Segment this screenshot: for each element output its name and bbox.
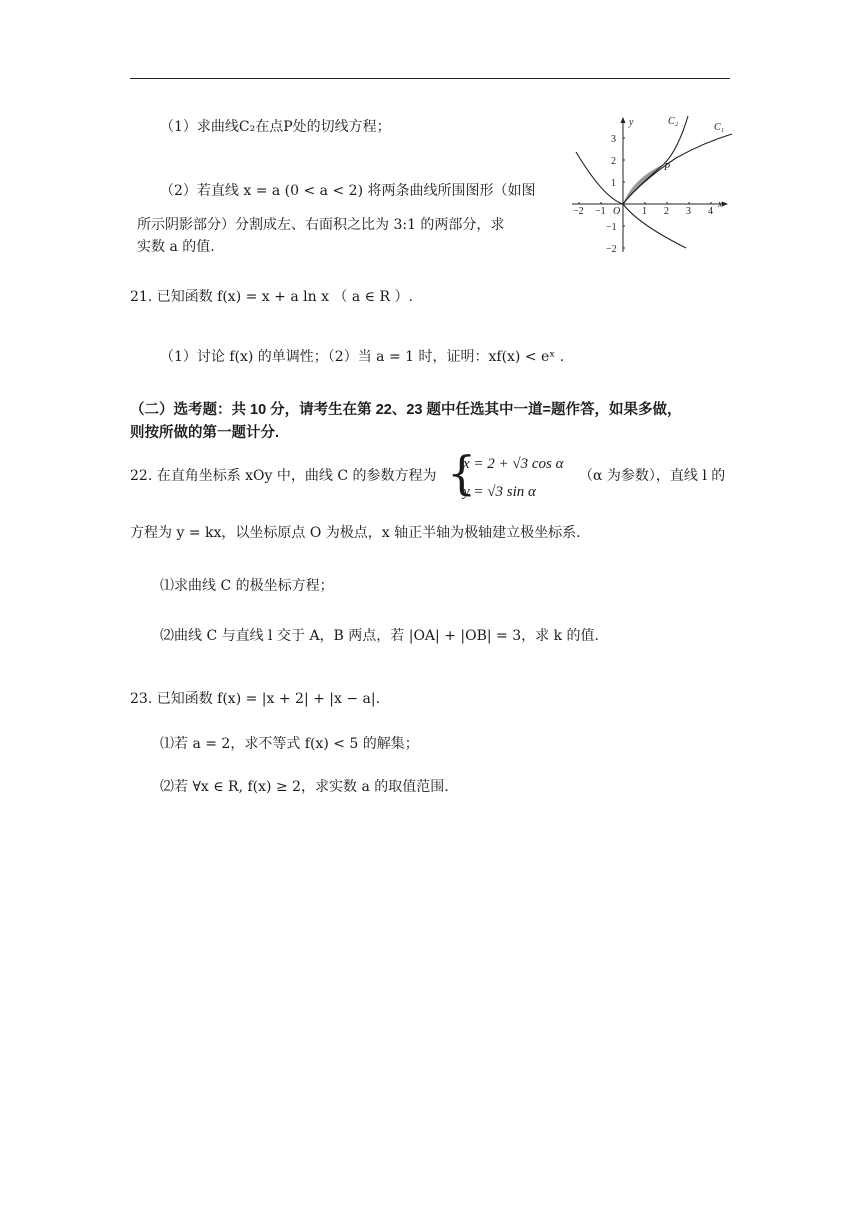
- x-tick-label: −2: [573, 206, 584, 217]
- q20-part2-line2: 所示阴影部分）分割成左、右面积之比为 3:1 的两部分，求: [137, 217, 505, 233]
- y-axis-label: y: [629, 117, 634, 128]
- q23-part1: ⑴若 a = 2，求不等式 f(x) < 5 的解集；: [160, 736, 419, 752]
- x-tick-label: −1: [595, 206, 606, 217]
- y-tick-label: 3: [611, 134, 616, 145]
- x-tick-label: 2: [664, 206, 669, 217]
- curve-c1: [576, 134, 732, 204]
- q22-part2: ⑵曲线 C 与直线 l 交于 A，B 两点，若 |OA| + |OB| = 3，求 k 的值.: [160, 628, 599, 644]
- origin-label: O: [613, 206, 621, 217]
- q22-stem-suffix: （α 为参数），直线 l 的: [579, 468, 726, 484]
- q23-part2: ⑵若 ∀x ∈ R, f(x) ≥ 2，求实数 a 的取值范围.: [160, 779, 449, 795]
- y-tick-label: −1: [606, 222, 617, 233]
- q22-eq1: x = 2 + √3 cos α: [463, 456, 564, 472]
- x-tick-label: 3: [686, 206, 691, 217]
- curve-c1-label: C₁: [714, 122, 725, 133]
- point-p-label: P: [664, 162, 671, 173]
- section2-heading-line1: （二）选考题：共 10 分，请考生在第 22、23 题中任选其中一道=题作答，如果多做，: [130, 402, 682, 418]
- q22-line2: 方程为 y = kx，以坐标原点 O 为极点，x 轴正半轴为极轴建立极坐标系.: [130, 525, 581, 541]
- header-rule: [130, 78, 730, 79]
- section2-heading-line2: 则按所做的第一题计分.: [130, 425, 280, 441]
- q22-stem-prefix: 22. 在直角坐标系 xOy 中，曲线 C 的参数方程为: [130, 468, 437, 484]
- y-tick-label: 2: [611, 156, 616, 167]
- curve-c2-lower: [623, 204, 686, 248]
- x-axis-label: x: [718, 199, 723, 210]
- q21-parts: （1）讨论 f(x) 的单调性；（2）当 a = 1 时，证明：xf(x) < eˣ .: [160, 349, 565, 365]
- curves-figure: [566, 112, 734, 254]
- y-axis-arrow: [621, 117, 626, 123]
- system-brace: {: [447, 446, 477, 500]
- q20-part2-line1: （2）若直线 x = a (0 < a < 2) 将两条曲线所围图形（如图: [160, 183, 536, 199]
- q20-part2-line3: 实数 a 的值.: [137, 239, 215, 255]
- q23-stem: 23. 已知函数 f(x) = |x + 2| + |x − a|.: [130, 691, 381, 707]
- y-tick-label: −2: [606, 244, 617, 254]
- q20-part1: （1）求曲线C₂在点P处的切线方程；: [160, 119, 391, 135]
- curve-c2-label: C₂: [668, 116, 679, 127]
- q22-eq2: y = √3 sin α: [463, 484, 536, 500]
- x-tick-label: 1: [642, 206, 647, 217]
- y-tick-label: 1: [611, 178, 616, 189]
- x-tick-label: 4: [708, 206, 713, 217]
- q21-stem: 21. 已知函数 f(x) = x + a ln x （ a ∈ R ）.: [130, 289, 413, 305]
- x-axis-arrow: [722, 202, 728, 207]
- q22-part1: ⑴求曲线 C 的极坐标方程；: [160, 578, 334, 594]
